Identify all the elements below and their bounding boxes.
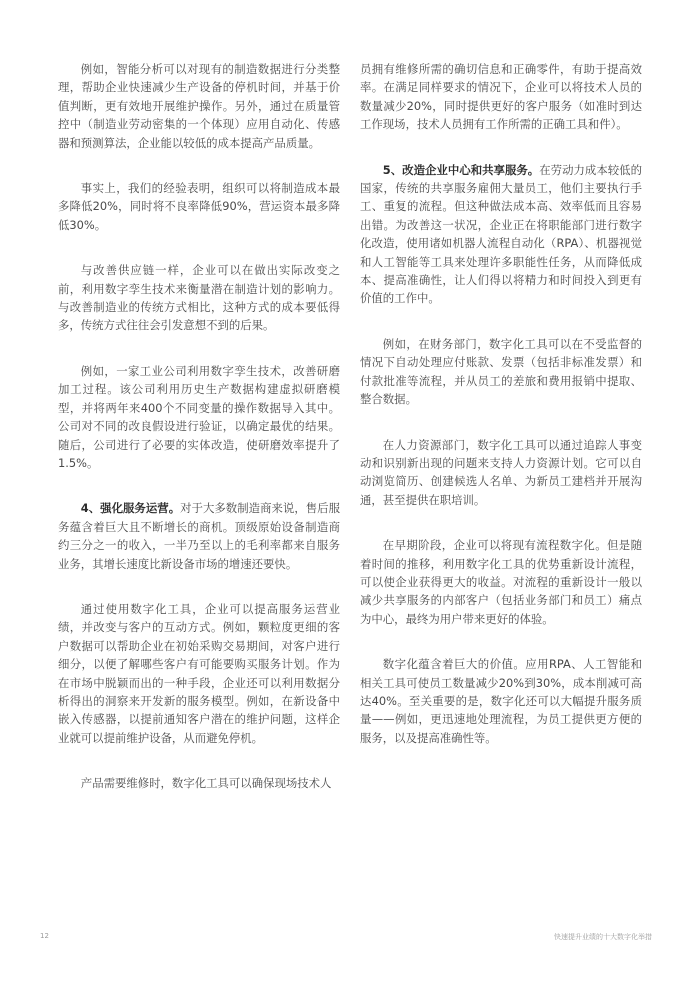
paragraph: 例如，智能分析可以对现有的制造数据进行分类整理，帮助企业快速减少生产设备的停机时间，并基于价值判断，更有效地开展维护操作。另外，通过在质量管控中（制造业劳动密集的一个体现）应用自动化、传感器和预测算法，企业能以较低的成本提高产品质量。 bbox=[58, 62, 340, 150]
paragraph-service-operations: 4、强化服务运营。对于大多数制造商来说，售后服务蕴含着巨大且不断增长的商机。顶级原始设备制造商约三分之一的收入，一半乃至以上的毛利率都来自服务业务，其增长速度比新设备市场的增速还要快。 bbox=[58, 501, 340, 571]
paragraph: 事实上，我们的经验表明，组织可以将制造成本最多降低20%，同时将不良率降低90%，营运资本最多降低30%。 bbox=[58, 181, 340, 232]
paragraph: 与改善供应链一样，企业可以在做出实际改变之前，利用数字孪生技术来衡量潜在制造计划的影响力。与改善制造业的传统方式相比，这种方式的成本要低得多，传统方式往往会引发意想不到的后果。 bbox=[58, 263, 340, 333]
paragraph: 产品需要维修时，数字化工具可以确保现场技术人 bbox=[80, 776, 332, 791]
page-number: 12 bbox=[40, 932, 49, 940]
paragraph: 在早期阶段，企业可以将现有流程数字化。但是随着时间的推移，利用数字化工具的优势重新设计流程，可以使企业获得更大的收益。对流程的重新设计一般以减少共享服务的内部客户（包括业务部门和员工）痛点为中心，最终为用户带来更好的体验。 bbox=[360, 538, 642, 626]
paragraph: 例如，在财务部门，数字化工具可以在不受监督的情况下自动处理应付账款、发票（包括非标准发票）和付款批准等流程，并从员工的差旅和费用报销中提取、整合数据。 bbox=[360, 336, 642, 407]
footer-title: 快速提升业绩的十大数字化举措 bbox=[554, 933, 652, 941]
section-heading: 4、强化服务运营。 bbox=[80, 501, 181, 516]
left-column bbox=[58, 60, 340, 820]
section-heading: 5、改造企业中心和共享服务。 bbox=[382, 162, 540, 177]
paragraph: 数字化蕴含着巨大的价值。应用RPA、人工智能和相关工具可使员工数量减少20%到30%，成本削减可高达40%。至关重要的是，数字化还可以大幅提升服务质量——例如，更迅速地处理流程，为员工提供更方便的服务，以及提高准确性等。 bbox=[360, 657, 642, 745]
paragraph: 例如，一家工业公司利用数字孪生技术，改善研磨加工过程。该公司利用历史生产数据构建虚拟研磨模型，并将两年来400个不同变量的操作数据导入其中。公司对不同的改良假设进行验证，以确定最优的结果。随后，公司进行了必要的实体改造，使研磨效率提升了1.5%。 bbox=[58, 363, 340, 470]
paragraph-continued: 员拥有维修所需的确切信息和正确零件，有助于提高效率。在满足同样要求的情况下，企业可以将技术人员的数量减少20%，同时提供更好的客户服务（如准时到达工作现场，技术人员拥有工作所需的正确工具和件）。 bbox=[360, 62, 642, 132]
paragraph: 通过使用数字化工具，企业可以提高服务运营业绩，并改变与客户的互动方式。例如，颗粒度更细的客户数据可以帮助企业在初始采购交易期间，对客户进行细分，以便了解哪些客户有可能要购买服务计划。作为在市场中脱颖而出的一种手段，企业还可以利用数据分析得出的洞察来开发新的服务模型。例如，在新设备中嵌入传感器，以提前通知客户潜在的维护问题，这样企业就可以提前维护设备，从而避免停机。 bbox=[58, 601, 340, 745]
paragraph-shared-services: 5、改造企业中心和共享服务。在劳动力成本较低的国家，传统的共享服务雇佣大量员工，他们主要执行手工、重复的流程。但这种做法成本高、效率低而且容易出错。为改善这一状况，企业正在将职能部门进行数字化改造，使用诸如机器人流程自动化（RPA）、机器视觉和人工智能等工具来处理许多职能性任务，从而降低成本、提高准确性，让人们得以将精力和时间投入到更有价值的工作中。 bbox=[360, 162, 642, 306]
right-column bbox=[360, 60, 642, 774]
paragraph: 在人力资源部门，数字化工具可以通过追踪人事变动和识别新出现的问题来支持人力资源计划。它可以自动浏览简历、创建候选人名单、为新员工建档并开展沟通，甚至提供在职培训。 bbox=[360, 437, 642, 507]
